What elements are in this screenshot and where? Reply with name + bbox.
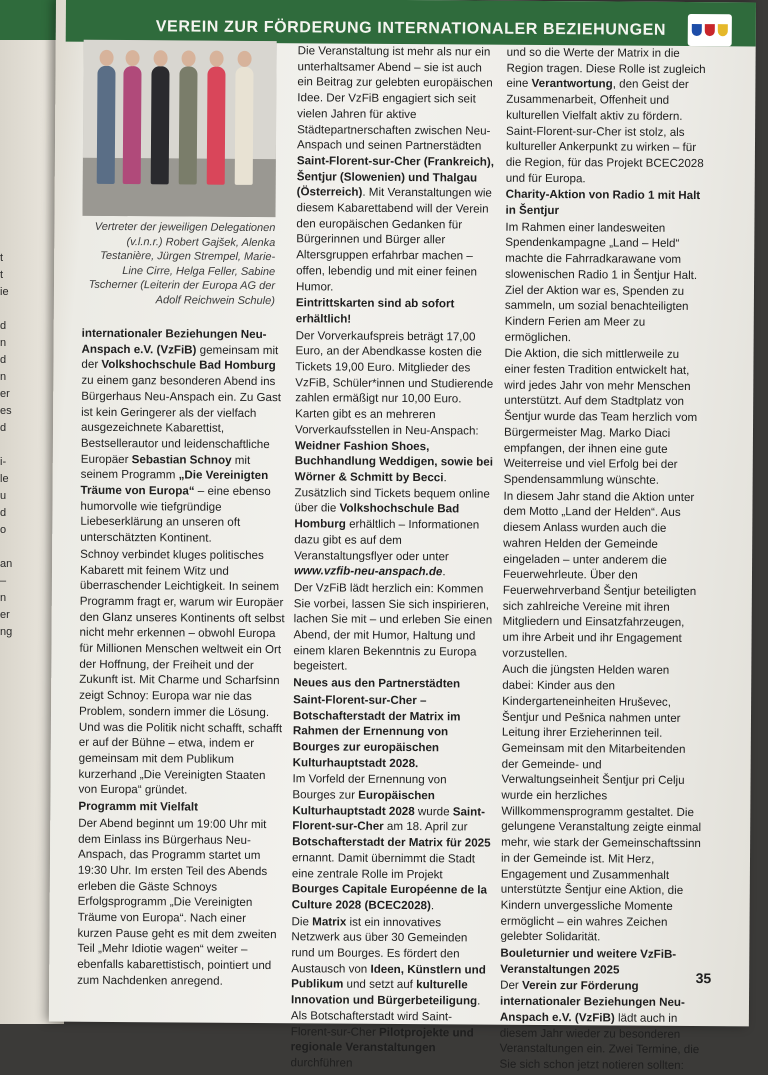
col2-paragraph-1: Die Veranstaltung ist mehr als nur ein unterhaltsamer Abend – sie ist auch ein Beitrag zur gelebten europäischen Idee. Der VzFiB engagiert sich seit vielen Jahren für aktive Städtepartnerschaften zwischen Neu-Anspach und seinen Partnerstädten Saint-Florent-sur-Cher (Frankreich), Šentjur (Slowenien) und Thalgau (Österreich). Mit Veranstaltungen wie diesem Kabarettabend will der Verein den europäischen Gedanken für Bürgerinnen und Bürger aller Altersgruppen erfahrbar machen – offen, lebendig und mit einer feinen Humor. — [295, 44, 495, 294]
heading-partnerstaedte: Neues aus den Partnerstädten — [293, 676, 461, 691]
left-page-text-fragments: t t ie d n d n er es d i- le u d o an – n er ng — [0, 252, 13, 638]
delegation-photo — [82, 40, 276, 217]
col2-paragraph-3: Der VzFiB lädt herzlich ein: Kommen Sie vorbei, lassen Sie sich inspirieren, lachen Sie mit – und erleben Sie einen Abend, der mit Humor, Haltung und einem klaren Bekenntnis zu Europa begeistert. — [293, 581, 493, 674]
page-number: 35 — [695, 970, 712, 987]
column-3 — [500, 45, 707, 1075]
flags-logo-icon — [688, 14, 732, 46]
col1-paragraph-2: Schnoy verbindet kluges politisches Kabarett mit feinem Witz und überraschender Leichtigkeit. In seinem Programm fragt er, warum wir Europäer den Glanz unseres Kontinents oft selbst nicht mehr erkennen – obwohl Europa für Millionen Menschen weltweit ein Ort der Hoffnung, der Freiheit und der Zukunft ist. Mit Charme und Scharfsinn zeigt Schnoy: Europa war nie das Problem, sondern immer die Lösung. Und was die Politik nicht schafft, schafft er auf der Bühne – etwa, indem er gemeinsam mit dem Publikum kurzerhand „Die Vereinigten Staaten von Europa“ gründet. — [78, 547, 285, 797]
heading-programm: Programm mit Vielfalt — [78, 799, 199, 814]
website-link[interactable]: www.vzfib-neu-anspach.de — [293, 564, 443, 579]
magazine-page — [49, 0, 756, 1072]
left-page-header-strip — [0, 0, 58, 40]
col3-paragraph-4: In diesem Jahr stand die Aktion unter dem Motto „Land der Helden“. Aus diesem Anlass wurden auch die wahren Helden der Gemeinde eingeladen – unter anderem die Feuerwehrleute. Über den Feuerwehrverband Šentjur beteiligten sich zahlreiche Vereine mit ihren Mitgliedern und Einsatzfahrzeugen, um ihre Arbeit und ihr Engagement vorzustellen. — [502, 489, 697, 660]
col3-paragraph-6: Der Verein zur Förderung internationaler Beziehungen Neu-Anspach e.V. (VzFiB) lädt auch in diesem Jahr wieder zu besonderen Veranstaltungen ein. Zwei Termine, die Sie sich schon jetzt notieren sollten: — [499, 979, 700, 1072]
col3-paragraph-2: Im Rahmen einer landesweiten Spendenkampagne „Land – Held“ machte die Fahrradkarawane vom slowenischen Radio 1 in Šentjur Halt. Ziel der Aktion war es, Spenden zu sammeln, um sozial benachteiligten Kindern Ferien am Meer zu ermöglichen. — [504, 220, 698, 344]
column-2 — [291, 43, 498, 1073]
col2-paragraph-5: Die Matrix ist ein innovatives Netzwerk aus über 30 Gemeinden rund um Bourges. Es fördert den Austausch von Ideen, Künstlern und Publikum und setzt auf kulturelle Innovation und Bürgerbeteiligung. Als Botschafterstadt wird Saint-Florent-sur-Cher Pilotprojekte und regionale Veranstaltungen durchführen — [290, 914, 486, 1070]
heading-eintrittskarten: Eintrittskarten sind ab sofort erhältlich! — [295, 296, 455, 326]
col1-paragraph-1: internationaler Beziehungen Neu-Anspach e.V. (VzFiB) gemeinsam mit der Volkshochschule Bad Homburg zu einem ganz besonderen Abend ins Bürgerhaus Neu-Anspach ein. Zu Gast ist kein Geringerer als der vielfach ausgezeichnete Kabarettist, Bestsellerautor und leidenschaftliche Europäer Sebastian Schnoy mit seinem Programm „Die Vereinigten Träume von Europa“ – eine ebenso humorvolle wie tiefgründige Liebeserklärung an unseren oft unterschätzten Kontinent. — [80, 326, 282, 545]
heading-charity: Charity-Aktion von Radio 1 mit Halt in Šentjur — [505, 188, 701, 218]
col2-paragraph-4: Im Vorfeld der Ernennung von Bourges zur Europäischen Kulturhauptstadt 2028 wurde Saint-Florent-sur-Cher am 18. April zur Botschafterstadt der Matrix für 2025 ernannt. Damit übernimmt die Stadt eine zentrale Rolle im Projekt Bourges Capitale Européenne de la Culture 2028 (BCEC2028). — [291, 772, 491, 913]
header-title: VEREIN ZUR FÖRDERUNG INTERNATIONALER BEZIEHUNGEN — [155, 18, 667, 39]
col1-paragraph-3: Der Abend beginnt um 19:00 Uhr mit dem Einlass ins Bürgerhaus Neu-Anspach, das Programm startet um 19:30 Uhr. Im ersten Teil des Abends erleben die Gäste Schnoys Erfolgsprogramm „Die Vereinigten Träume von Europa“. Nach einer kurzen Pause geht es mit dem zweiten Teil „Mehr Idiotie wagen“ weiter – ebenfalls kabarettistisch, pointiert und zum Nachdenken anregend. — [77, 816, 277, 988]
heading-bouleturnier: Bouleturnier und weitere VzFiB-Veranstaltungen 2025 — [500, 946, 677, 977]
col3-paragraph-5: Auch die jüngsten Helden waren dabei: Kinder aus den Kindergarteneinheiten Hruševec, Šentjur und Pešnica nahmen unter Leitung ihrer Erzieherinnen teil. Gemeinsam mit den Mitarbeitenden der Gemeinde- und Verwaltungseinheit Šentjur pri Celju wurde ein herzliches Willkommensprogramm gestaltet. Die gelungene Veranstaltung zeigte einmal mehr, wie stark der Gemeinschaftssinn in der Gemeinde ist. Mit Herz, Engagement und Zusammenhalt unterstützte Šentjur eine Aktion, die Kindern unvergessliche Momente ermöglicht – ein wahres Zeichen gelebter Solidarität. — [500, 663, 702, 944]
col3-paragraph-1: und so die Werte der Matrix in die Region tragen. Diese Rolle ist zugleich eine Verantwortung, den Geist der Zusammenarbeit, Offenheit und kulturellen Vielfalt aktiv zu fördern. Saint-Florent-sur-Cher ist stolz, als kultureller Ankerpunkt zu wirken – für die Region, für das Projekt BCEC2028 und für Europa. — [505, 45, 706, 185]
col2-paragraph-2: Der Vorverkaufspreis beträgt 17,00 Euro, an der Abendkasse kosten die Tickets 19,00 Euro. Mitglieder des VzFiB, Schüler*innen und Studierende zahlen ermäßigt nur 10,00 Euro. Karten gibt es an mehreren Vorverkaufsstellen in Neu-Anspach: Weidner Fashion Shoes, Buchhandlung Weddigen, sowie bei Wörner & Schmitt by Becci. Zusätzlich sind Tickets bequem online über die Volkshochschule Bad Homburg erhältlich – Informationen dazu gibt es auf dem Veranstaltungsflyer oder unter www.vzfib-neu-anspach.de. — [293, 328, 494, 579]
col3-paragraph-3: Die Aktion, die sich mittlerweile zu einer festen Tradition entwickelt hat, wird jedes Jahr von mehr Menschen unterstützt. Auf dem Stadtplatz von Šentjur wurde das Team herzlich vom Bürgermeister Mag. Marko Diaci empfangen, der ihnen eine gute Weiterreise und viel Erfolg bei der Spendensammlung wünschte. — [503, 347, 698, 487]
photo-caption: Vertreter der jeweiligen Delegationen (v.l.n.r.) Robert Gajšek, Alenka Testanière, Jürgen Strempel, Marie-Line Cirre, Helga Feller, Sabine Tscherner (Leiterin der Europa AG der Adolf Reichwein Schule) — [88, 220, 276, 307]
subheading-saint-florent: Saint-Florent-sur-Cher – Botschafterstadt der Matrix im Rahmen der Ernennung von Bourges zur europäischen Kulturhauptstadt 2028. — [292, 693, 461, 770]
